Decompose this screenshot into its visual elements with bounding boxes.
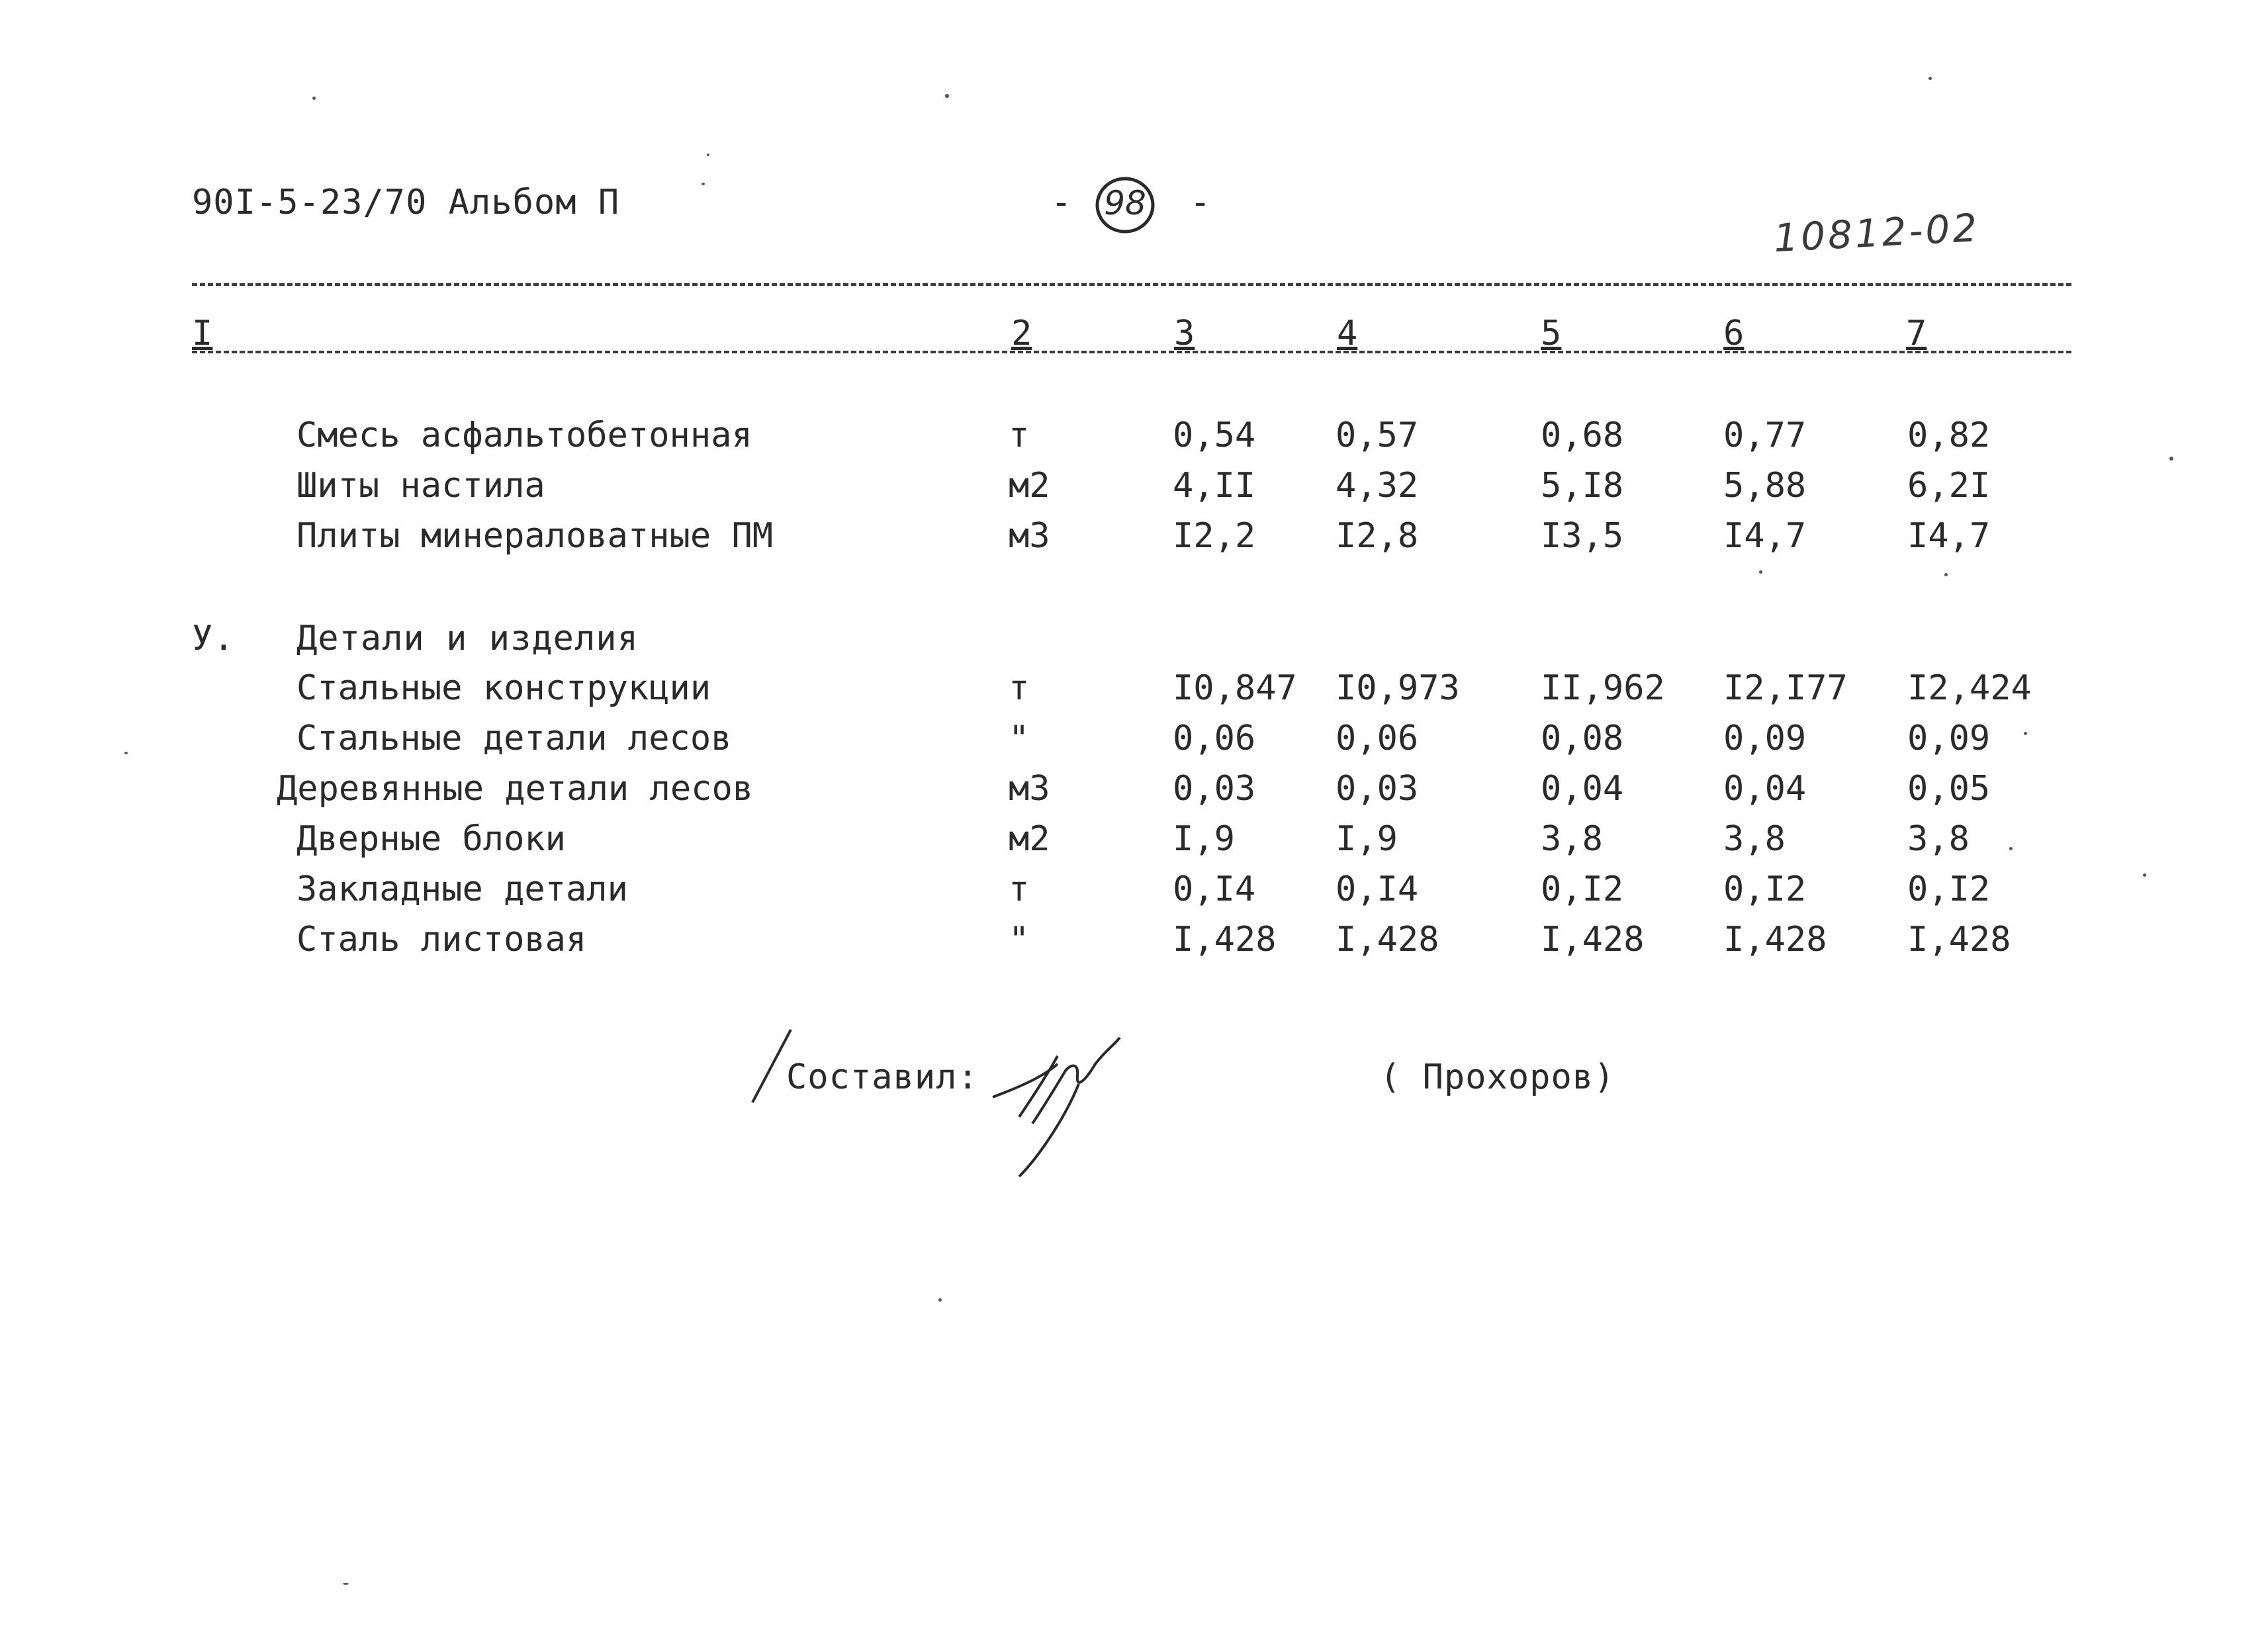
item-unit: м2 (1009, 819, 1050, 859)
value-col-5: 5,I8 (1541, 466, 1624, 506)
value-col-7: 0,05 (1907, 769, 1991, 809)
value-col-6: I2,I77 (1723, 668, 1848, 708)
value-col-5: 3,8 (1541, 819, 1603, 859)
archive-number: 10812-02 (1772, 204, 1981, 261)
item-name: Закладные детали (296, 869, 628, 909)
value-col-3: 0,I4 (1173, 869, 1256, 909)
section-title: Детали и изделия (296, 619, 639, 658)
value-col-4: I,428 (1336, 920, 1439, 959)
scan-speck (2009, 847, 2013, 850)
value-col-6: 0,04 (1723, 769, 1807, 809)
scan-speck (1928, 77, 1932, 80)
item-unit: " (1009, 719, 1030, 758)
page-dash-left: - (1051, 183, 1073, 222)
item-unit: " (1009, 920, 1030, 959)
section-number: У. (192, 619, 235, 658)
value-col-4: 4,32 (1336, 466, 1419, 506)
column-number-1: I (192, 314, 213, 353)
item-unit: т (1009, 869, 1030, 909)
value-col-4: 0,03 (1336, 769, 1419, 809)
value-col-7: 6,2I (1907, 466, 1991, 506)
value-col-5: 0,04 (1541, 769, 1624, 809)
value-col-3: I,428 (1173, 920, 1277, 959)
item-unit: т (1009, 416, 1030, 455)
column-number-4: 4 (1337, 314, 1358, 353)
value-col-5: 0,08 (1541, 719, 1624, 758)
value-col-4: 0,57 (1336, 416, 1419, 455)
scan-speck (343, 1583, 349, 1585)
value-col-4: I0,973 (1336, 668, 1460, 708)
value-col-6: 0,77 (1723, 416, 1807, 455)
value-col-3: 0,54 (1173, 416, 1256, 455)
value-col-3: I,9 (1173, 819, 1235, 859)
value-col-4: I,9 (1336, 819, 1398, 859)
value-col-3: I2,2 (1173, 516, 1256, 556)
column-number-rule (192, 351, 2071, 353)
column-number-6: 6 (1723, 314, 1745, 353)
item-name: Плиты минераловатные ПМ (296, 516, 774, 556)
item-unit: т (1009, 668, 1030, 708)
item-unit: м2 (1009, 466, 1050, 506)
signature (979, 1024, 1138, 1183)
column-number-2: 2 (1011, 314, 1032, 353)
item-unit: м3 (1009, 516, 1050, 556)
value-col-6: 3,8 (1723, 819, 1786, 859)
value-col-7: I4,7 (1907, 516, 1991, 556)
item-name: Стальные конструкции (296, 668, 711, 708)
scan-speck (707, 154, 709, 156)
value-col-5: 0,68 (1541, 416, 1624, 455)
scan-speck (702, 183, 705, 185)
value-col-4: I2,8 (1336, 516, 1419, 556)
item-name: Смесь асфальтобетонная (296, 416, 752, 455)
value-col-6: 5,88 (1723, 466, 1807, 506)
column-number-7: 7 (1906, 314, 1927, 353)
item-name: Дверные блоки (296, 819, 566, 859)
column-number-5: 5 (1541, 314, 1562, 353)
compiled-label: Составил: (786, 1057, 979, 1097)
value-col-6: 0,I2 (1723, 869, 1807, 909)
compiled-name: ( Прохоров) (1380, 1057, 1615, 1097)
item-name: Сталь листовая (296, 920, 587, 959)
value-col-4: 0,06 (1336, 719, 1419, 758)
value-col-5: I,428 (1541, 920, 1645, 959)
value-col-6: 0,09 (1723, 719, 1807, 758)
value-col-5: 0,I2 (1541, 869, 1624, 909)
column-number-3: 3 (1174, 314, 1195, 353)
table-top-rule (192, 283, 2071, 286)
value-col-6: I,428 (1723, 920, 1827, 959)
item-name: Деревянные детали лесов (277, 769, 754, 809)
value-col-7: 0,09 (1907, 719, 1991, 758)
value-col-5: I3,5 (1541, 516, 1624, 556)
page-number-stamp (1093, 173, 1157, 237)
value-col-7: I,428 (1907, 920, 2011, 959)
value-col-4: 0,I4 (1336, 869, 1419, 909)
page-number: 98 (1104, 184, 1146, 222)
value-col-7: 0,82 (1907, 416, 1991, 455)
scan-speck (945, 94, 949, 98)
scan-speck (2024, 732, 2027, 735)
scan-speck (938, 1298, 942, 1302)
scan-speck (1759, 570, 1762, 574)
value-col-5: II,962 (1541, 668, 1665, 708)
item-name: Шиты настила (296, 466, 545, 506)
scan-speck (124, 752, 128, 754)
value-col-3: I0,847 (1173, 668, 1297, 708)
value-col-3: 0,03 (1173, 769, 1256, 809)
value-col-7: 3,8 (1907, 819, 1970, 859)
scan-speck (312, 97, 316, 100)
scan-speck (2169, 457, 2173, 461)
value-col-3: 4,II (1173, 466, 1256, 506)
scan-speck (1944, 573, 1948, 576)
value-col-6: I4,7 (1723, 516, 1807, 556)
item-unit: м3 (1009, 769, 1050, 809)
value-col-7: 0,I2 (1907, 869, 1991, 909)
value-col-7: I2,424 (1907, 668, 2032, 708)
value-col-3: 0,06 (1173, 719, 1256, 758)
doc-code: 90I-5-23/70 Альбом П (192, 183, 620, 222)
page-dash-right: - (1190, 183, 1212, 222)
scan-speck (2143, 873, 2146, 877)
item-name: Стальные детали лесов (296, 719, 732, 758)
